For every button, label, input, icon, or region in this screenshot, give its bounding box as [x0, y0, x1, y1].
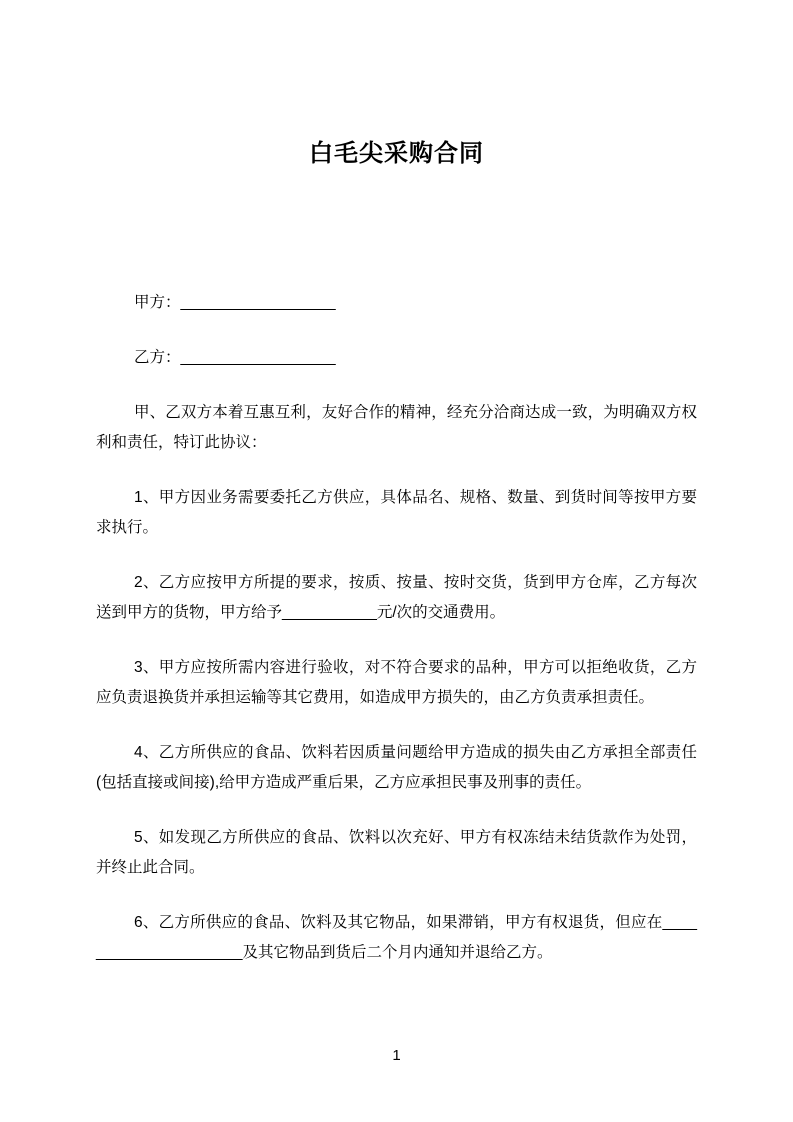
- document-title: 白毛尖采购合同: [309, 140, 484, 167]
- party-a-blank: __________________: [180, 294, 336, 311]
- contract-clause-1: 1、甲方因业务需要委托乙方供应，具体品名、规格、数量、到货时间等按甲方要求执行。: [96, 489, 697, 536]
- party-b-blank: __________________: [180, 349, 336, 366]
- contract-preamble: 甲、乙双方本着互惠互利，友好合作的精神，经充分洽商达成一致，为明确双方权利和责任，特订此协议：: [96, 404, 697, 451]
- contract-clause-5: 5、如发现乙方所供应的食品、饮料以次充好、甲方有权冻结未结货款作为处罚，并终止此合同。: [96, 829, 697, 876]
- party-a-line: [96, 288, 697, 318]
- party-a-label: 甲方：: [134, 294, 181, 311]
- contract-clause-4: 4、乙方所供应的食品、饮料若因质量问题给甲方造成的损失由乙方承担全部责任(包括直接或间接),给甲方造成严重后果，乙方应承担民事及刑事的责任。: [96, 744, 697, 791]
- contract-clause-2: 2、乙方应按甲方所提的要求，按质、按量、按时交货，货到甲方仓库，乙方每次送到甲方的货物，甲方给予___________元/次的交通费用。: [96, 574, 697, 621]
- contract-clause-6: 6、乙方所供应的食品、饮料及其它物品，如果滞销，甲方有权退货，但应在_____________________及其它物品到货后二个月内通知并退给乙方。: [96, 914, 697, 961]
- party-b-label: 乙方：: [134, 349, 181, 366]
- page-number: 1: [392, 1047, 401, 1064]
- party-b-line: [96, 343, 697, 373]
- contract-clause-3: 3、甲方应按所需内容进行验收，对不符合要求的品种，甲方可以拒绝收货，乙方应负责退换货并承担运输等其它费用，如造成甲方损失的，由乙方负责承担责任。: [96, 659, 697, 706]
